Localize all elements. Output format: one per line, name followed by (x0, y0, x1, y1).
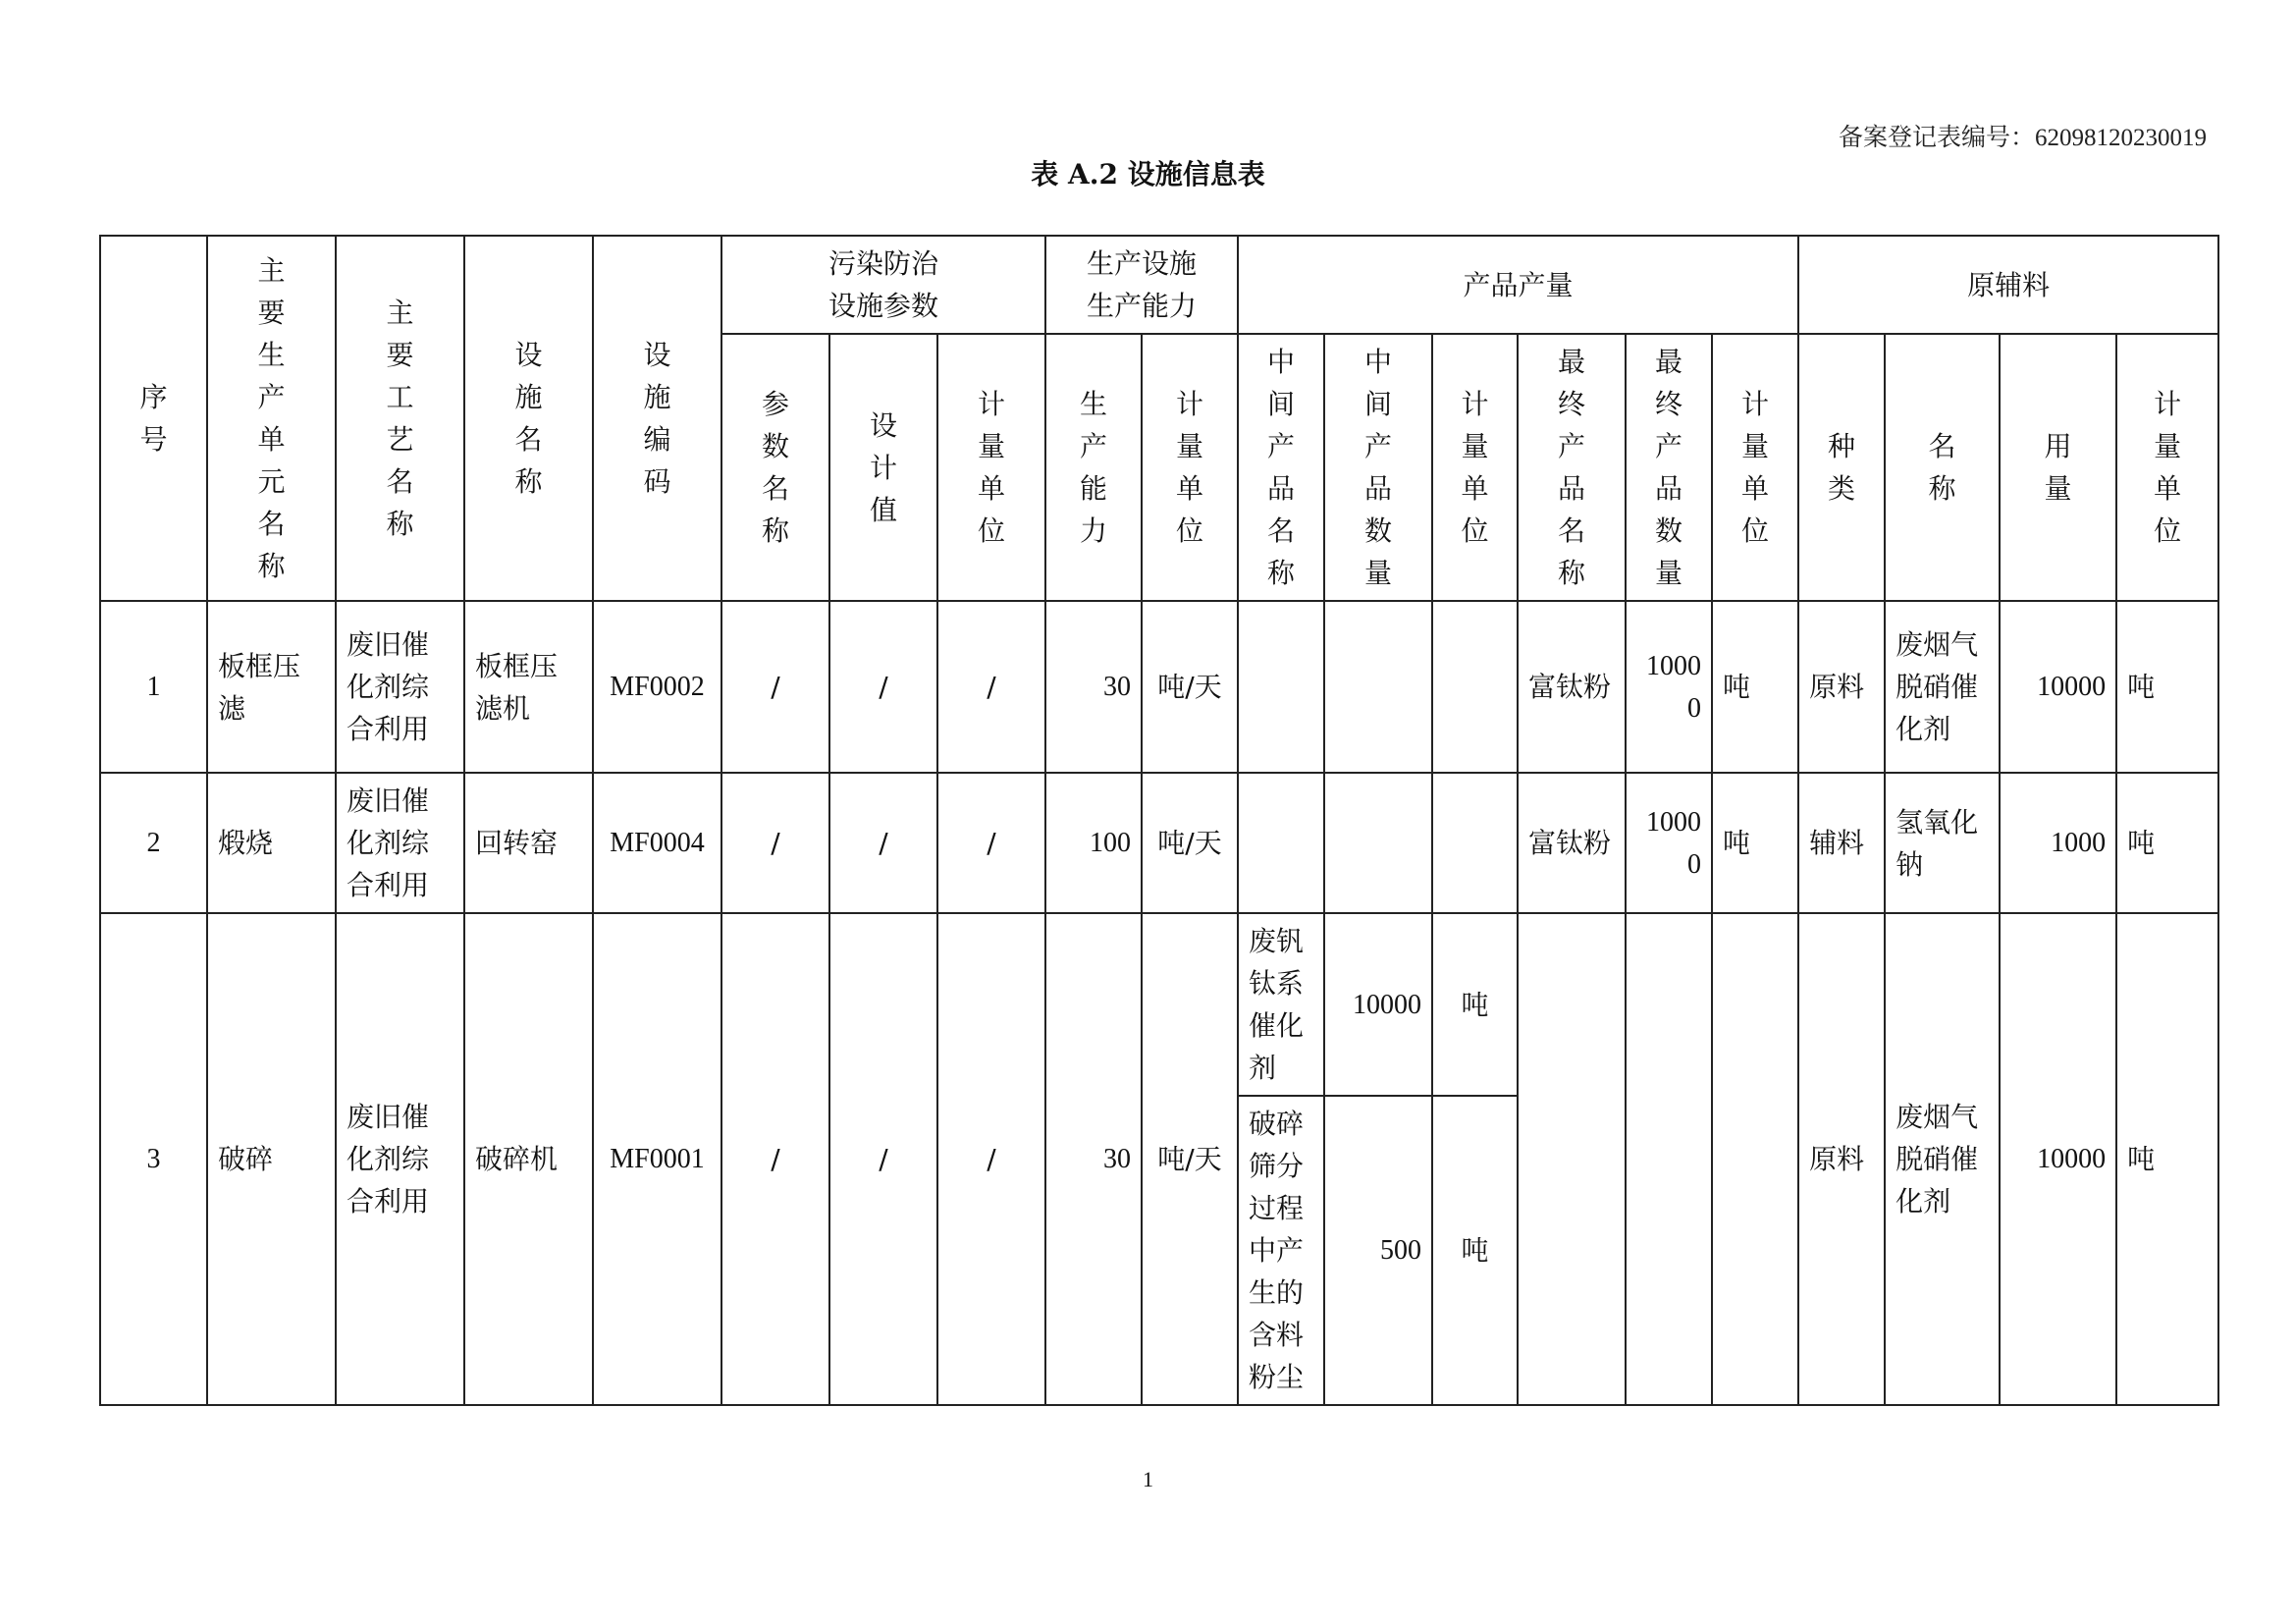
cell-facility-code: MF0004 (593, 773, 721, 913)
cell-mat-name: 废烟气脱硝催化剂 (1885, 913, 2000, 1405)
col-header-unit: 主 要 生 产 单 元 名 称 (207, 236, 336, 601)
cell-final-qty: 10000 (1626, 601, 1712, 773)
cell-mid-qty (1324, 601, 1432, 773)
cell-mid-name: 废钒钛系催化剂 (1238, 913, 1324, 1096)
cell-mat-name: 氢氧化钠 (1885, 773, 2000, 913)
cell-capacity-unit: 吨/天 (1142, 601, 1238, 773)
col-header-capacity-unit: 计 量 单 位 (1142, 334, 1238, 601)
cell-mid-unit (1432, 773, 1518, 913)
cell-mat-unit: 吨 (2116, 773, 2218, 913)
cell-capacity: 30 (1045, 913, 1142, 1405)
cell-final-qty (1626, 913, 1712, 1405)
cell-unit: 板框压滤 (207, 601, 336, 773)
col-header-final-name: 最 终 产 品 名 称 (1518, 334, 1626, 601)
cell-facility-name: 板框压滤机 (464, 601, 593, 773)
col-header-param-name: 参 数 名 称 (721, 334, 829, 601)
cell-unit: 破碎 (207, 913, 336, 1405)
cell-mat-amount: 10000 (2000, 601, 2116, 773)
cell-mat-type: 辅料 (1798, 773, 1885, 913)
col-group-materials: 原辅料 (1798, 236, 2218, 334)
cell-mid-name: 破碎筛分过程中产生的含料粉尘 (1238, 1096, 1324, 1405)
cell-capacity: 30 (1045, 601, 1142, 773)
cell-facility-name: 回转窑 (464, 773, 593, 913)
cell-mid-unit: 吨 (1432, 1096, 1518, 1405)
cell-seq: 2 (100, 773, 207, 913)
col-header-mat-type: 种 类 (1798, 334, 1885, 601)
col-header-mid-unit: 计 量 单 位 (1432, 334, 1518, 601)
col-header-capacity: 生 产 能 力 (1045, 334, 1142, 601)
cell-final-name (1518, 913, 1626, 1405)
table-row (100, 773, 2218, 913)
cell-param-unit: / (937, 601, 1045, 773)
cell-mat-amount: 10000 (2000, 913, 2116, 1405)
col-header-final-unit: 计 量 单 位 (1712, 334, 1798, 601)
cell-facility-name: 破碎机 (464, 913, 593, 1405)
col-header-design-value: 设 计 值 (829, 334, 937, 601)
cell-facility-code: MF0001 (593, 913, 721, 1405)
cell-param-name: / (721, 773, 829, 913)
cell-final-name: 富钛粉 (1518, 773, 1626, 913)
col-header-mat-name: 名 称 (1885, 334, 2000, 601)
cell-final-qty: 10000 (1626, 773, 1712, 913)
registration-number: 备案登记表编号：62098120230019 (1838, 125, 2207, 151)
cell-mid-qty (1324, 773, 1432, 913)
col-header-param-unit: 计 量 单 位 (937, 334, 1045, 601)
cell-final-unit: 吨 (1712, 601, 1798, 773)
cell-design-value: / (829, 913, 937, 1405)
cell-process: 废旧催化剂综合利用 (336, 913, 464, 1405)
cell-seq: 1 (100, 601, 207, 773)
cell-final-unit (1712, 913, 1798, 1405)
cell-mid-name (1238, 773, 1324, 913)
header-row-1 (100, 236, 2218, 334)
cell-capacity: 100 (1045, 773, 1142, 913)
col-header-final-qty: 最 终 产 品 数 量 (1626, 334, 1712, 601)
cell-final-name: 富钛粉 (1518, 601, 1626, 773)
cell-mat-type: 原料 (1798, 601, 1885, 773)
cell-design-value: / (829, 773, 937, 913)
cell-param-name: / (721, 601, 829, 773)
cell-mat-unit: 吨 (2116, 601, 2218, 773)
cell-param-unit: / (937, 773, 1045, 913)
table-row (100, 601, 2218, 773)
cell-mid-unit: 吨 (1432, 913, 1518, 1096)
col-header-facility-code: 设 施 编 码 (593, 236, 721, 601)
cell-param-unit: / (937, 913, 1045, 1405)
col-header-mid-name: 中 间 产 品 名 称 (1238, 334, 1324, 601)
cell-mid-qty: 500 (1324, 1096, 1432, 1405)
cell-process: 废旧催化剂综合利用 (336, 601, 464, 773)
col-header-facility-name: 设 施 名 称 (464, 236, 593, 601)
table-row (100, 913, 2218, 1096)
col-header-process: 主 要 工 艺 名 称 (336, 236, 464, 601)
cell-unit: 煅烧 (207, 773, 336, 913)
cell-process: 废旧催化剂综合利用 (336, 773, 464, 913)
col-header-seq: 序 号 (100, 236, 207, 601)
page-number: 1 (1143, 1467, 1153, 1491)
cell-mid-unit (1432, 601, 1518, 773)
cell-seq: 3 (100, 913, 207, 1405)
col-header-mid-qty: 中 间 产 品 数 量 (1324, 334, 1432, 601)
cell-mat-unit: 吨 (2116, 913, 2218, 1405)
cell-mat-type: 原料 (1798, 913, 1885, 1405)
cell-capacity-unit: 吨/天 (1142, 773, 1238, 913)
cell-final-unit: 吨 (1712, 773, 1798, 913)
cell-mid-name (1238, 601, 1324, 773)
cell-param-name: / (721, 913, 829, 1405)
cell-mat-name: 废烟气脱硝催化剂 (1885, 601, 2000, 773)
col-header-mat-unit: 计 量 单 位 (2116, 334, 2218, 601)
cell-mid-qty: 10000 (1324, 913, 1432, 1096)
col-group-output: 产品产量 (1238, 236, 1798, 334)
cell-capacity-unit: 吨/天 (1142, 913, 1238, 1405)
cell-design-value: / (829, 601, 937, 773)
facility-info-table (99, 235, 2219, 1406)
col-group-pollution: 污染防治 设施参数 (721, 236, 1045, 334)
table-title: 表 A.2 设施信息表 (1031, 158, 1265, 190)
cell-facility-code: MF0002 (593, 601, 721, 773)
col-header-mat-amount: 用 量 (2000, 334, 2116, 601)
col-group-capacity: 生产设施 生产能力 (1045, 236, 1238, 334)
cell-mat-amount: 1000 (2000, 773, 2116, 913)
